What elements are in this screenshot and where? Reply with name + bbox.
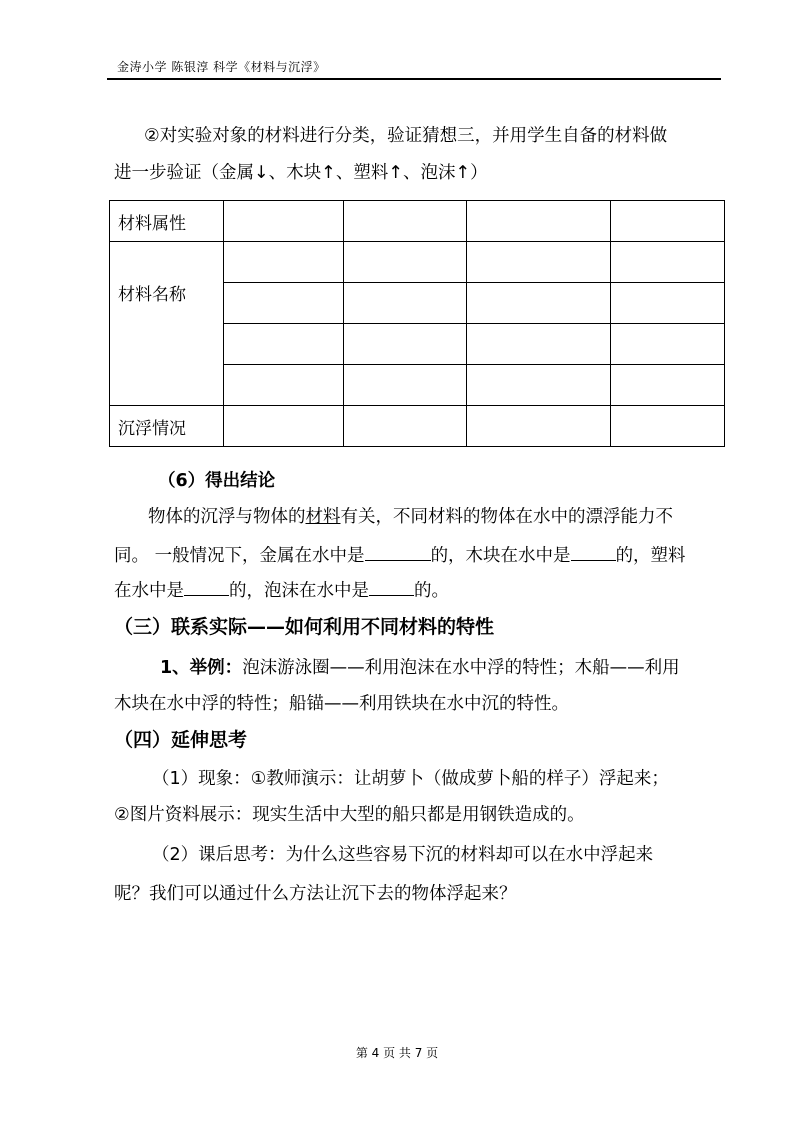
table-cell [611,283,725,324]
section-4-line-1: （1）现象：①教师演示：让胡萝卜（做成萝卜船的样子）浮起来； [152,769,669,789]
table-row [110,406,725,447]
conclusion-line-1: 物体的沉浮与物体的材料有关，不同材料的物体在水中的漂浮能力不 [148,507,673,527]
section-3-line-1: 1、举例：泡沫游泳圈——利用泡沫在水中浮的特性；木船——利用 [160,658,680,678]
table-row [110,201,725,242]
table-cell [344,283,467,324]
table-row [110,242,725,283]
table-cell [467,406,611,447]
conclusion-heading: （6）得出结论 [158,471,276,491]
conclusion-line-3: 在水中是 的，泡沫在水中是 的。 [114,577,726,605]
underlined-keyword: 材料 [305,507,341,527]
table-cell [344,324,467,365]
table-cell [224,324,344,365]
blank-foam [369,577,414,596]
example-label: 1、举例： [160,658,243,678]
table-cell [467,242,611,283]
table-cell [611,242,725,283]
page-header: 金涛小学 陈银淳 科学《材料与沉浮》 [117,60,326,74]
table-cell [467,324,611,365]
table-cell-result-label: 沉浮情况 [110,406,224,447]
table-cell [344,406,467,447]
table-cell [467,283,611,324]
intro-line-1: ②对实验对象的材料进行分类，验证猜想三，并用学生自备的材料做 [144,126,668,146]
table-cell [224,406,344,447]
header-divider [107,78,721,80]
table-cell [611,201,725,242]
page-footer: 第 4 页 共 7 页 [355,1046,439,1060]
table-cell-names-label: 材料名称 [110,242,224,406]
intro-line-2: 进一步验证（金属↓、木块↑、塑料↑、泡沫↑） [114,163,488,183]
table-cell [611,365,725,406]
conclusion-line-2: 同。 一般情况下，金属在水中是 的，木块在水中是 的，塑料 [114,542,726,570]
blank-metal [365,542,431,561]
blank-wood [571,542,616,561]
table-cell [224,283,344,324]
table-cell [467,201,611,242]
blank-plastic [184,577,229,596]
section-3-title: （三）联系实际——如何利用不同材料的特性 [114,616,495,638]
table-cell [344,242,467,283]
section-4-line-3: （2）课后思考：为什么这些容易下沉的材料却可以在水中浮起来 [152,845,654,865]
classification-table [109,200,725,447]
table-cell [344,365,467,406]
section-4-line-2: ②图片资料展示：现实生活中大型的船只都是用钢铁造成的。 [114,805,585,825]
table-cell-property-label: 材料属性 [110,201,224,242]
table-cell [467,365,611,406]
section-3-line-2: 木块在水中浮的特性；船锚——利用铁块在水中沉的特性。 [114,694,569,714]
section-4-title: （四）延伸思考 [114,729,248,751]
table-cell [611,324,725,365]
table-cell [611,406,725,447]
table-cell [344,201,467,242]
section-4-line-4: 呢？我们可以通过什么方法让沉下去的物体浮起来？ [114,884,517,904]
table-cell [224,365,344,406]
table-cell [224,201,344,242]
table-cell [224,242,344,283]
